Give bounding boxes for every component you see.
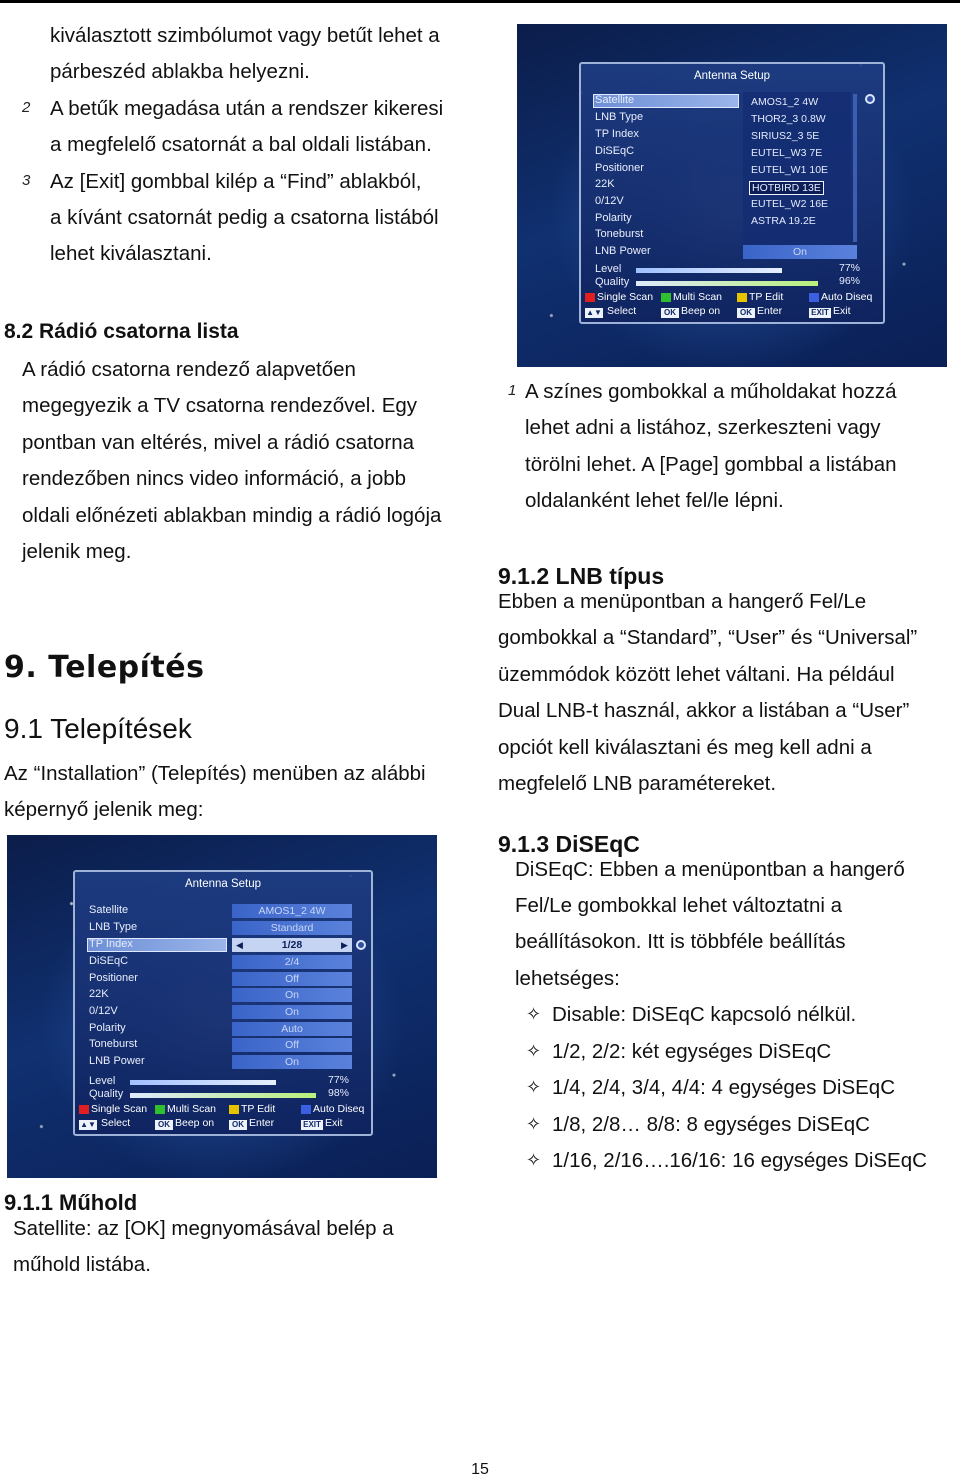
section-9-1-2-line-2: gombokkal a “Standard”, “User” és “Universal”	[498, 626, 918, 649]
blue-key-icon	[809, 293, 819, 302]
osd-quality-label: Quality	[89, 1088, 124, 1100]
osd-label-tp-index: TP Index	[89, 938, 133, 950]
antenna-setup-screenshot-satellite-list	[517, 24, 947, 367]
osd-label-lnb-type: LNB Type	[89, 921, 138, 933]
section-9-1-heading: 9.1 Telepítések	[4, 713, 192, 744]
section-8-2-line-2: megegyezik a TV csatorna rendezővel. Egy	[22, 394, 418, 417]
osd-quality-percent: 98%	[328, 1087, 350, 1099]
green-key-icon	[661, 293, 671, 302]
section-9-1-2-line-3: üzemmódok között lehet váltani. Ha például	[498, 663, 895, 686]
osd-footer-select: Select	[101, 1117, 131, 1129]
satellite-item[interactable]: THOR2_3 0.8W	[751, 113, 826, 125]
osd-top-footer-select: Select	[607, 305, 637, 317]
osd-label-toneburst: Toneburst	[89, 1038, 138, 1050]
section-8-2-line-3: pontban van eltérés, mivel a rádió csatorna	[22, 431, 415, 454]
satellite-item[interactable]: AMOS1_2 4W	[751, 96, 819, 108]
satellite-item[interactable]: EUTEL_W1 10E	[751, 164, 829, 176]
osd-label-diseqc: DiSEqC	[89, 955, 129, 967]
osd-value-diseqc: 2/4	[232, 955, 352, 969]
list-item: ✧ Disable: DiSEqC kapcsoló nélkül.	[526, 997, 927, 1034]
osd-top-footer-enter: Enter	[757, 305, 783, 317]
osd-label-lnb-power: LNB Power	[89, 1055, 145, 1067]
updown-key-icon: ▲▼	[80, 1120, 96, 1129]
step-1-number: 1	[508, 382, 517, 399]
osd-top-footer-tp-edit: TP Edit	[749, 291, 784, 303]
blue-key-icon	[301, 1105, 311, 1114]
osd-top-level-percent: 77%	[839, 262, 861, 274]
yellow-key-icon	[229, 1105, 239, 1114]
osd-footer-multi-scan: Multi Scan	[167, 1103, 217, 1115]
osd-top-level-label: Level	[595, 263, 622, 275]
section-9-1-2-heading: 9.1.2 LNB típus	[498, 563, 665, 589]
osd-top-footer-ok-tag: OK	[661, 308, 679, 318]
osd-top-title: Antenna Setup	[693, 70, 771, 82]
section-9-1-3-line-4: lehetséges:	[515, 967, 620, 990]
osd-level-percent: 77%	[328, 1074, 350, 1086]
step-3-line-2: a kívánt csatornát pedig a csatorna listából	[50, 206, 439, 229]
step-3-number: 3	[22, 172, 31, 189]
osd-level-bar	[130, 1080, 276, 1085]
satellite-item[interactable]: ASTRA 19.2E	[751, 215, 816, 227]
osd-footer-exit: Exit	[325, 1117, 343, 1129]
green-key-icon	[155, 1105, 165, 1114]
osd-title: Antenna Setup	[184, 878, 262, 890]
radio-indicator-icon	[356, 940, 366, 950]
section-8-2-line-5: oldali előnézeti ablakban mindig a rádió logója	[22, 504, 442, 527]
section-9-1-2-line-5: opciót kell kiválasztani és meg kell adni a	[498, 736, 872, 759]
osd-top-quality-percent: 96%	[839, 275, 861, 287]
osd-footer-tp-edit: TP Edit	[241, 1103, 276, 1115]
diamond-bullet-icon: ✧	[526, 1077, 542, 1098]
osd-top-quality-label: Quality	[595, 276, 630, 288]
diamond-bullet-icon: ✧	[526, 1004, 542, 1025]
satellite-item[interactable]: EUTEL_W2 16E	[751, 198, 829, 210]
osd-top-label-toneburst: Toneburst	[595, 228, 644, 240]
osd-top-label-tp-index: TP Index	[595, 128, 639, 140]
radio-indicator-icon	[865, 94, 875, 104]
osd-top-footer-single-scan: Single Scan	[597, 291, 654, 303]
osd-value-lnb-type: Standard	[232, 921, 352, 935]
osd-label-satellite: Satellite	[89, 904, 129, 916]
step-2-number: 2	[22, 99, 31, 116]
yellow-key-icon	[737, 293, 747, 302]
diamond-bullet-icon: ✧	[526, 1040, 542, 1062]
section-9-1-1-heading: 9.1.1 Műhold	[4, 1190, 138, 1215]
osd-footer-beep: Beep on	[175, 1117, 215, 1129]
section-8-2-heading: 8.2 Rádió csatorna lista	[4, 320, 239, 343]
osd-footer-exit-tag: EXIT	[301, 1120, 323, 1130]
intro-line-2: párbeszéd ablakba helyezni.	[50, 60, 310, 83]
top-rule	[0, 0, 960, 3]
osd-value-satellite: AMOS1_2 4W	[232, 904, 352, 918]
osd-value-polarity: Auto	[232, 1022, 352, 1036]
osd-panel	[73, 870, 373, 1136]
section-8-2-line-6: jelenik meg.	[22, 540, 132, 563]
section-9-1-2-line-4: Dual LNB-t használ, akkor a listában a “User”	[498, 699, 910, 722]
section-9-1-2-line-6: megfelelő LNB paramétereket.	[498, 772, 777, 795]
red-key-icon	[585, 293, 595, 302]
osd-top-label-diseqc: DiSEqC	[595, 145, 635, 157]
list-item: ✧ 1/4, 2/4, 3/4, 4/4: 4 egységes DiSEqC	[526, 1070, 927, 1107]
step-1-line-1: A színes gombokkal a műholdakat hozzá	[525, 380, 897, 403]
osd-top-footer-multi-scan: Multi Scan	[673, 291, 723, 303]
osd-label-polarity: Polarity	[89, 1022, 126, 1034]
osd-footer-single-scan: Single Scan	[91, 1103, 148, 1115]
section-9-1-1-line-2: műhold listába.	[13, 1253, 151, 1276]
osd-top-label-positioner: Positioner	[595, 162, 644, 174]
intro-line-1: kiválasztott szimbólumot vagy betűt lehet a	[50, 24, 440, 47]
satellite-item[interactable]: SIRIUS2_3 5E	[751, 130, 820, 142]
step-3-line-3: lehet kiválasztani.	[50, 242, 212, 265]
osd-top-label-lnb-type: LNB Type	[595, 111, 644, 123]
osd-top-footer-beep: Beep on	[681, 305, 721, 317]
osd-top-footer-exit: Exit	[833, 305, 851, 317]
osd-top-label-satellite: Satellite	[595, 94, 635, 106]
step-1-line-3: törölni lehet. A [Page] gombbal a listában	[525, 453, 897, 476]
step-1-line-4: oldalanként lehet fel/le lépni.	[525, 489, 784, 512]
page-number: 15	[471, 1461, 489, 1478]
osd-top-label-polarity: Polarity	[595, 212, 632, 224]
osd-top-level-bar	[636, 268, 782, 273]
osd-top-footer-ok2-tag: OK	[737, 308, 755, 318]
osd-footer-ok2-tag: OK	[229, 1120, 247, 1130]
section-9-1-line-1: Az “Installation” (Telepítés) menüben az alábbi	[4, 762, 426, 785]
osd-footer-enter: Enter	[249, 1117, 275, 1129]
osd-label-0-12v: 0/12V	[89, 1005, 118, 1017]
satellite-item[interactable]: EUTEL_W3 7E	[751, 147, 823, 159]
osd-value-positioner: Off	[232, 972, 352, 986]
osd-top-label-22k: 22K	[595, 178, 615, 190]
section-9-1-3-line-3: beállításokon. Itt is többféle beállítás	[515, 930, 846, 953]
osd-top-label-lnb-power: LNB Power	[595, 245, 651, 257]
osd-footer-auto-diseq: Auto Diseq	[313, 1103, 365, 1115]
osd-value-22k: On	[232, 988, 352, 1002]
osd-value-0-12v: On	[232, 1005, 352, 1019]
osd-value-toneburst: Off	[232, 1038, 352, 1052]
step-2-line-2: a megfelelő csatornát a bal oldali listában.	[50, 133, 432, 156]
antenna-setup-screenshot-tp-index	[7, 835, 437, 1178]
section-9-1-3-line-2: Fel/Le gombokkal lehet változtatni a	[515, 894, 843, 917]
left-arrow-icon: ◀	[236, 940, 243, 950]
section-9-1-3-heading: 9.1.3 DiSEqC	[498, 831, 640, 857]
osd-footer-ok-tag: OK	[155, 1120, 173, 1130]
satellite-list-scrollbar[interactable]	[853, 94, 857, 242]
section-8-2-line-4: rendezőben nincs video információ, a jobb	[22, 467, 407, 490]
list-item: ✧ 1/2, 2/2: két egységes DiSEqC	[526, 1034, 927, 1071]
step-2-line-1: A betűk megadása után a rendszer kikeresi	[50, 97, 444, 120]
osd-label-22k: 22K	[89, 988, 109, 1000]
osd-top-footer-auto-diseq: Auto Diseq	[821, 291, 873, 303]
updown-key-icon: ▲▼	[586, 308, 602, 317]
section-8-2-line-1: A rádió csatorna rendező alapvetően	[22, 358, 356, 381]
osd-value-tp-index: 1/28	[232, 938, 352, 952]
step-1-line-2: lehet adni a listához, szerkeszteni vagy	[525, 416, 881, 439]
red-key-icon	[79, 1105, 89, 1114]
osd-label-positioner: Positioner	[89, 972, 138, 984]
section-9-heading: 9. Telepítés	[4, 650, 205, 685]
list-item: ✧ 1/8, 2/8… 8/8: 8 egységes DiSEqC	[526, 1107, 927, 1144]
diamond-bullet-icon: ✧	[526, 1150, 542, 1171]
section-9-1-line-2: képernyő jelenik meg:	[4, 798, 204, 821]
osd-quality-bar	[130, 1093, 316, 1098]
section-9-1-3-line-1: DiSEqC: Ebben a menüpontban a hangerő	[515, 858, 905, 881]
satellite-item-selected[interactable]: HOTBIRD 13E	[749, 181, 824, 195]
osd-top-footer-exit-tag: EXIT	[809, 308, 831, 318]
diseqc-options-list	[526, 997, 927, 1180]
right-arrow-icon: ▶	[341, 940, 348, 950]
diamond-bullet-icon: ✧	[526, 1113, 542, 1135]
osd-panel-top	[579, 62, 885, 324]
section-9-1-2-line-1: Ebben a menüpontban a hangerő Fel/Le	[498, 590, 867, 613]
osd-top-label-0-12v: 0/12V	[595, 195, 624, 207]
section-9-1-1-line-1: Satellite: az [OK] megnyomásával belép a	[13, 1217, 394, 1240]
osd-value-lnb-power: On	[232, 1055, 352, 1069]
osd-top-quality-bar	[636, 281, 818, 286]
step-3-line-1: Az [Exit] gombbal kilép a “Find” ablakból,	[50, 170, 422, 193]
list-item: ✧ 1/16, 2/16….16/16: 16 egységes DiSEqC	[526, 1143, 927, 1180]
osd-level-label: Level	[89, 1075, 116, 1087]
osd-top-value-lnb-power: On	[743, 245, 857, 259]
